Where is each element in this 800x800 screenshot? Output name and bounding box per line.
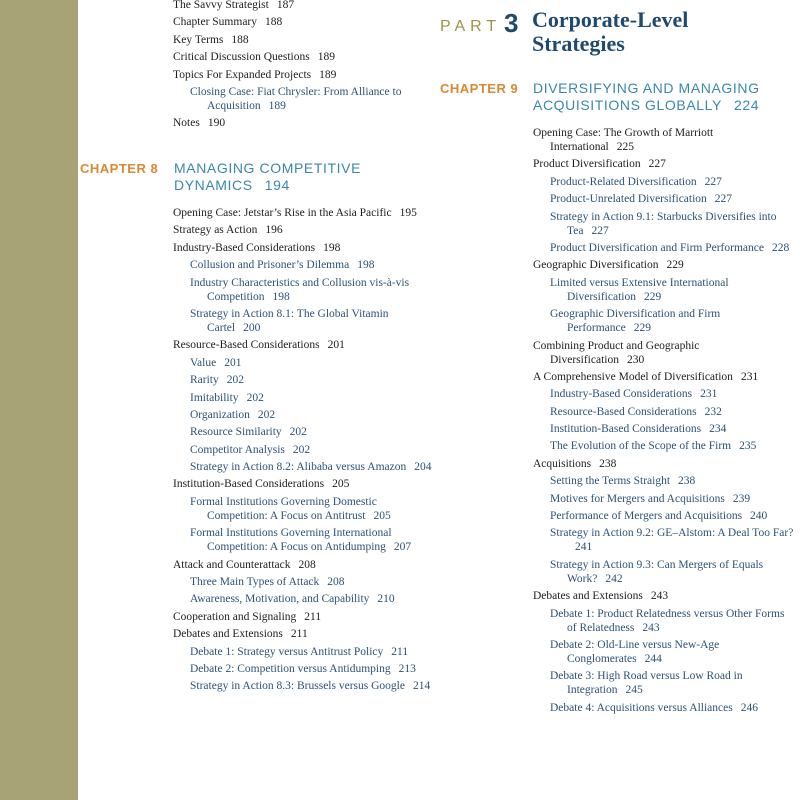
toc-entry-page: 227 [714, 193, 733, 206]
toc-entry-page: 214 [412, 680, 431, 693]
chapter9-title[interactable] [533, 80, 760, 114]
toc-entry[interactable] [190, 495, 435, 523]
toc-entry[interactable] [173, 206, 435, 220]
toc-entry[interactable] [550, 210, 795, 238]
toc-entry-title: Notes [173, 117, 200, 130]
toc-entry-page: 229 [633, 322, 651, 335]
toc-entry[interactable] [533, 258, 795, 272]
toc-entry[interactable] [190, 356, 435, 370]
toc-entry-title: Product Diversification and Firm Performance [550, 241, 764, 254]
toc-entry-page: 201 [224, 356, 242, 369]
toc-entry[interactable] [550, 526, 795, 554]
toc-entry[interactable] [550, 422, 795, 436]
toc-entry[interactable] [190, 408, 435, 422]
toc-entry-page: 202 [292, 443, 311, 456]
toc-entry[interactable] [550, 192, 795, 206]
toc-entry[interactable] [533, 126, 795, 154]
toc-entry-page: 243 [650, 590, 669, 603]
toc-entry-title: A Comprehensive Model of Diversification [533, 370, 733, 383]
chapter9-title-line2: ACQUISITIONS GLOBALLY [533, 97, 722, 113]
toc-entry[interactable] [190, 391, 435, 405]
toc-entry[interactable] [550, 669, 795, 697]
toc-entry-page: 189 [268, 99, 286, 112]
toc-entry-title: Strategy in Action 8.1: The Global Vitamin Cartel [190, 307, 389, 334]
toc-entry-title: Value [190, 356, 217, 369]
toc-entry-page: 207 [393, 541, 412, 554]
toc-entry[interactable] [550, 492, 795, 506]
toc-entry-title: Debate 4: Acquisitions versus Alliances [550, 701, 733, 714]
toc-entry-title: Collusion and Prisoner’s Dilemma [190, 259, 350, 272]
toc-entry-title: Debate 3: High Road versus Low Road in Integration [550, 670, 743, 697]
toc-entry[interactable] [190, 276, 435, 304]
toc-entry-page: 230 [626, 353, 645, 366]
toc-entry-page: 205 [332, 478, 350, 491]
toc-entry-title: Debate 1: Product Relatedness versus Other Forms of Relatedness [550, 607, 785, 634]
toc-entry[interactable] [190, 443, 435, 457]
toc-entry-title: Critical Discussion Questions [173, 51, 310, 64]
chapter8-page: 194 [264, 177, 290, 193]
toc-entry-page: 246 [740, 701, 758, 714]
toc-entry-title: Geographic Diversification [533, 259, 659, 272]
toc-entry[interactable] [533, 339, 795, 367]
toc-entry-page: 231 [700, 388, 718, 401]
chapter8-label: CHAPTER 8 [80, 161, 159, 176]
toc-entry-title: The Evolution of the Scope of the Firm [550, 440, 732, 453]
toc-entry-page: 188 [265, 16, 283, 29]
toc-entry-page: 228 [771, 241, 790, 254]
toc-entry-title: Geographic Diversification and Firm Performance [550, 308, 721, 335]
toc-entry-title: Strategy in Action 8.2: Alibaba versus Amazon [190, 461, 407, 474]
toc-entry-page: 211 [290, 628, 308, 641]
toc-entry-title: Cooperation and Signaling [173, 610, 297, 623]
toc-entry-page: 208 [298, 558, 316, 571]
toc-entry-title: Rarity [190, 374, 219, 387]
toc-entry-page: 225 [616, 141, 635, 153]
toc-entry-title: Setting the Terms Straight [550, 475, 671, 488]
toc-entry-page: 244 [644, 652, 662, 665]
toc-entry-page: 202 [289, 426, 307, 439]
toc-entry[interactable] [173, 610, 435, 624]
toc-entry[interactable] [550, 474, 795, 488]
chapter8-entries [173, 206, 435, 693]
toc-entry[interactable] [173, 241, 435, 255]
toc-entry-page: 202 [226, 374, 244, 387]
toc-entry[interactable] [190, 679, 435, 693]
part3-heading [440, 4, 800, 64]
toc-entry-title: Resource-Based Considerations [173, 339, 320, 352]
chapter8-title-line2: DYNAMICS [174, 177, 253, 193]
chapter9-label: CHAPTER 9 [440, 81, 519, 96]
toc-entry[interactable] [173, 68, 435, 82]
toc-entry-page: 202 [246, 391, 264, 404]
part-number: 3 [504, 8, 519, 38]
chapter7-end-entries [173, 0, 435, 130]
toc-entry-title: Product Diversification [533, 158, 641, 171]
toc-entry[interactable] [550, 607, 795, 635]
toc-entry[interactable] [550, 558, 795, 586]
toc-entry-title: Imitability [190, 391, 239, 404]
chapter9-page: 224 [733, 97, 760, 113]
chapter9-contents [533, 126, 795, 718]
toc-entry-title: Three Main Types of Attack [190, 576, 320, 589]
toc-entry-page: 198 [323, 241, 341, 254]
toc-entry[interactable] [190, 662, 435, 676]
toc-entry-page: 208 [327, 576, 345, 589]
toc-entry-title: Product-Related Diversification [550, 175, 697, 188]
toc-entry-page: 205 [373, 509, 391, 522]
toc-entry-title: Strategy as Action [173, 224, 258, 237]
toc-entry-page: 211 [391, 645, 409, 658]
toc-entry[interactable] [550, 509, 795, 523]
toc-entry-title: Limited versus Extensive International Diversification [550, 276, 729, 303]
toc-entry-page: 231 [740, 370, 759, 383]
toc-entry-title: Strategy in Action 9.1: Starbucks Diversifies into Tea [550, 210, 777, 237]
toc-entry-title: Opening Case: The Growth of Marriott International [533, 127, 714, 153]
toc-entry-page: 198 [272, 290, 290, 303]
toc-entry[interactable] [533, 589, 795, 603]
chapter8-contents [173, 206, 435, 697]
toc-entry-title: Competitor Analysis [190, 443, 285, 456]
toc-entry[interactable] [173, 33, 435, 47]
toc-entry[interactable] [550, 241, 795, 255]
toc-entry-title: Strategy in Action 8.3: Brussels versus Google [190, 680, 405, 693]
toc-entry[interactable] [173, 0, 435, 12]
toc-entry-page: 204 [414, 461, 432, 474]
toc-entry[interactable] [190, 592, 435, 606]
toc-entry-title: Formal Institutions Governing Domestic Competition: A Focus on Antitrust [190, 495, 377, 522]
toc-entry-page: 240 [750, 510, 768, 523]
toc-entry-title: Debate 1: Strategy versus Antitrust Policy [190, 645, 384, 658]
toc-entry-title: Institution-Based Considerations [173, 478, 325, 491]
toc-entry-page: 201 [327, 339, 345, 352]
toc-entry[interactable] [550, 701, 795, 715]
toc-entry-page: 238 [599, 457, 617, 470]
toc-entry[interactable] [550, 638, 795, 666]
toc-entry[interactable] [190, 575, 435, 589]
toc-entry[interactable] [173, 15, 435, 29]
toc-entry-title: Topics For Expanded Projects [173, 68, 312, 81]
toc-entry-page: 234 [709, 423, 727, 436]
toc-entry-title: Attack and Counterattack [173, 558, 291, 571]
toc-entry-page: 229 [666, 259, 684, 272]
toc-entry[interactable] [533, 370, 795, 384]
toc-entry[interactable] [550, 405, 795, 419]
toc-entry[interactable] [173, 50, 435, 64]
toc-entry-page: 200 [243, 321, 261, 334]
toc-entry[interactable] [190, 425, 435, 439]
toc-entry-page: 243 [642, 621, 660, 634]
toc-entry-page: 189 [317, 51, 335, 64]
toc-entry-page: 242 [605, 572, 623, 585]
toc-entry-title: Formal Institutions Governing International Competition: A Focus on Antidumping [190, 527, 392, 554]
toc-entry-page: 202 [257, 408, 276, 421]
toc-entry[interactable] [173, 627, 435, 641]
toc-entry-page: 232 [704, 405, 722, 418]
toc-entry-title: Product-Unrelated Diversification [550, 193, 707, 206]
toc-entry[interactable] [190, 373, 435, 387]
toc-entry-title: Chapter Summary [173, 16, 257, 29]
chapter9-entries [533, 126, 795, 715]
toc-entry-page: 190 [207, 117, 226, 130]
toc-entry[interactable] [550, 276, 795, 304]
part-title [532, 8, 688, 56]
toc-entry[interactable] [173, 116, 435, 130]
toc-entry[interactable] [533, 157, 795, 171]
toc-entry-page: 213 [398, 662, 416, 675]
toc-entry-title: Performance of Mergers and Acquisitions [550, 510, 743, 523]
toc-entry[interactable] [173, 338, 435, 352]
part-word: PART [440, 18, 502, 35]
part-title-line1: Corporate-Level [532, 7, 689, 32]
chapter9-heading [440, 80, 800, 120]
toc-entry-title: Debates and Extensions [173, 628, 283, 641]
toc-entry-page: 241 [575, 541, 593, 554]
toc-entry[interactable] [190, 645, 435, 659]
chapter9-title-line1: DIVERSIFYING AND MANAGING [533, 80, 760, 96]
toc-entry[interactable] [190, 460, 435, 474]
toc-entry-title: Industry Characteristics and Collusion vis-à-vis Competition [190, 276, 410, 303]
toc-entry[interactable] [550, 439, 795, 453]
toc-entry[interactable] [173, 223, 435, 237]
toc-entry-page: 210 [377, 593, 395, 606]
toc-entry-page: 238 [678, 475, 696, 488]
toc-entry[interactable] [533, 457, 795, 471]
toc-entry-page: 227 [591, 224, 609, 237]
toc-entry-title: Debate 2: Old-Line versus New-Age Conglomerates [550, 638, 720, 665]
toc-entry[interactable] [190, 258, 435, 272]
toc-entry[interactable] [190, 526, 435, 554]
toc-entry-title: Strategy in Action 9.3: Can Mergers of Equals Work? [550, 558, 764, 585]
toc-entry-page: 227 [704, 175, 722, 188]
toc-entry-page: 188 [231, 33, 249, 46]
toc-entry-title: Motives for Mergers and Acquisitions [550, 492, 725, 505]
part-title-line2: Strategies [532, 31, 625, 56]
toc-entry-title: Resource Similarity [190, 426, 282, 439]
toc-entry-title: Industry-Based Considerations [550, 388, 693, 401]
toc-entry[interactable] [173, 477, 435, 491]
toc-entry[interactable] [550, 387, 795, 401]
toc-entry-title: Closing Case: Fiat Chrysler: From Alliance to Acquisition [190, 85, 402, 112]
toc-entry-page: 195 [399, 207, 417, 219]
toc-entry-page: 189 [319, 68, 337, 81]
toc-entry-page: 227 [648, 158, 666, 171]
toc-entry-title: Debates and Extensions [533, 590, 643, 603]
toc-entry-title: Debate 2: Competition versus Antidumping [190, 662, 391, 675]
toc-entry-page: 196 [265, 224, 283, 237]
toc-entry[interactable] [190, 85, 435, 113]
toc-entry[interactable] [190, 307, 435, 335]
page-edge-band [0, 0, 78, 800]
chapter8-heading [80, 160, 440, 200]
toc-entry-title: Institution-Based Considerations [550, 423, 702, 436]
toc-entry-title: Combining Product and Geographic Diversification [533, 339, 700, 366]
toc-entry-title: Acquisitions [533, 457, 592, 470]
toc-entry-title: Industry-Based Considerations [173, 241, 316, 254]
toc-entry-page: 211 [304, 610, 322, 623]
toc-entry-page: 239 [732, 492, 751, 505]
toc-entry-page: 229 [643, 290, 662, 303]
toc-entry-page: 235 [739, 440, 757, 453]
chapter8-title[interactable] [174, 160, 361, 194]
toc-entry-title: Awareness, Motivation, and Capability [190, 593, 370, 606]
toc-entry[interactable] [550, 175, 795, 189]
toc-entry-page: 245 [625, 684, 643, 697]
toc-entry-page: 198 [357, 259, 375, 272]
chapter8-title-line1: MANAGING COMPETITIVE [174, 160, 362, 176]
toc-entry-title: Resource-Based Considerations [550, 405, 697, 418]
toc-entry-title: Key Terms [173, 33, 224, 46]
toc-entry-title: Strategy in Action 9.2: GE–Alstom: A Deal Too Far? [550, 527, 794, 540]
toc-entry[interactable] [550, 307, 795, 335]
toc-entry-title: The Savvy Strategist [173, 0, 269, 11]
toc-entry[interactable] [173, 558, 435, 572]
left-column [173, 0, 435, 134]
toc-entry-page: 187 [276, 0, 295, 11]
toc-entry-title: Organization [190, 408, 250, 421]
toc-entry-title: Opening Case: Jetstar’s Rise in the Asia Pacific [173, 207, 392, 219]
